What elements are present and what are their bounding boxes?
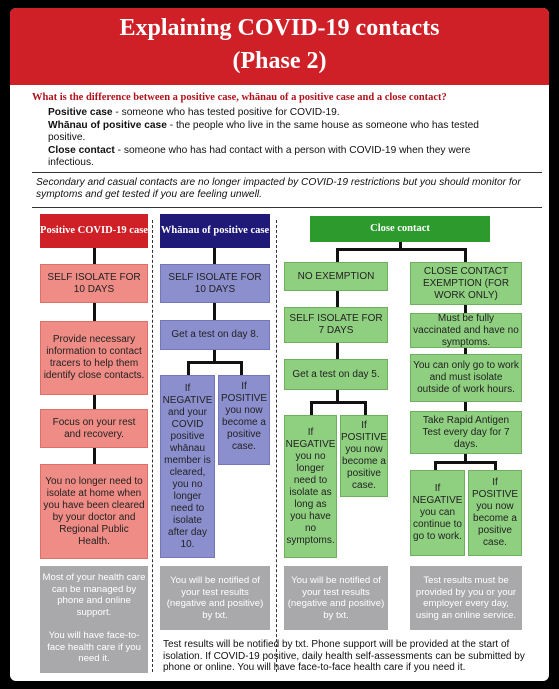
- close-negative-box: If NEGATIVE you no longer need to isolate as long as you have no symptoms.: [284, 415, 337, 558]
- work-only-box: You can only go to work and must isolate outside of work hours.: [410, 354, 522, 402]
- connector: [464, 402, 467, 411]
- definition-term: Positive case: [48, 107, 113, 118]
- exempt-positive-box: If POSITIVE you now become a positive case.: [468, 470, 522, 556]
- poster: [10, 8, 549, 681]
- exempt-negative-box: If NEGATIVE you can continue to go to work.: [410, 470, 465, 556]
- connector: [336, 343, 339, 359]
- vaccinated-box: Must be fully vaccinated and have no symptoms.: [410, 313, 522, 348]
- column-divider: [152, 220, 153, 672]
- bottom-note: Test results will be notified by txt. Phone support will be provided at the start of isolation. If COVID-19 positive, daily health self-assessments can be submitted by phone or online. You will have face-to-face health care if you need it.: [163, 639, 525, 673]
- connector: [187, 361, 190, 375]
- care-text: You will have face-to-face health care if you need it.: [47, 630, 141, 664]
- whanau-header: Whānau of positive case: [160, 214, 270, 248]
- question: What is the difference between a positive case, whānau of a positive case and a close contact?: [32, 92, 447, 103]
- whanau-results-box: You will be notified of your test results (negative and positive) by txt.: [160, 566, 270, 630]
- close-positive-box: If POSITIVE you now become a positive case.: [340, 415, 388, 497]
- contacts-note: Secondary and casual contacts are no longer impacted by COVID-19 restrictions but you should monitor for symptoms and get tested if you are feeling unwell.: [36, 177, 521, 200]
- divider: [32, 172, 542, 173]
- connector: [213, 303, 216, 320]
- connector: [310, 401, 366, 404]
- connector: [93, 248, 96, 264]
- exemption-box: CLOSE CONTACT EXEMPTION (FOR WORK ONLY): [410, 262, 522, 305]
- title-line-2: (Phase 2): [232, 48, 327, 74]
- close-isolate-box: SELF ISOLATE FOR 7 DAYS: [284, 307, 388, 343]
- connector: [240, 361, 243, 375]
- connector: [93, 395, 96, 409]
- connector: [434, 461, 496, 464]
- definition-close: [48, 145, 518, 169]
- connector: [336, 248, 466, 251]
- positive-case-header: Positive COVID-19 case: [40, 214, 148, 248]
- rapid-antigen-box: Take Rapid Antigen Test every day for 7 days.: [410, 411, 522, 454]
- exempt-results-box: Test results must be provided by you or your employer every day, using an online service.: [410, 566, 522, 630]
- title-banner: [10, 8, 549, 85]
- positive-care-box: [40, 566, 148, 673]
- connector: [93, 303, 96, 321]
- close-test-box: Get a test on day 5.: [284, 359, 388, 390]
- column-divider: [276, 220, 277, 672]
- definition-text: - someone who has had contact with a person with COVID-19 when they were infectious.: [48, 145, 471, 168]
- whanau-positive-box: If POSITIVE you now become a positive case.: [218, 375, 270, 465]
- connector: [93, 448, 96, 464]
- whanau-test-box: Get a test on day 8.: [160, 320, 270, 350]
- definition-term: Close contact: [48, 145, 115, 156]
- connector: [364, 401, 367, 415]
- divider: [32, 207, 542, 208]
- positive-cleared-box: You no longer need to isolate at home when you have been cleared by your doctor and Regional Public Health.: [40, 464, 148, 559]
- connector: [336, 248, 339, 262]
- positive-focus-box: Focus on your rest and recovery.: [40, 409, 148, 448]
- connector: [464, 248, 467, 262]
- close-contact-header: Close contact: [310, 216, 490, 242]
- definition-term: Whānau of positive case: [48, 120, 167, 131]
- connector: [310, 401, 313, 415]
- title-line-1: Explaining COVID-19 contacts: [119, 15, 440, 41]
- positive-isolate-box: SELF ISOLATE FOR 10 DAYS: [40, 264, 148, 303]
- no-exemption-box: NO EXEMPTION: [284, 262, 388, 291]
- connector: [187, 361, 242, 364]
- connector: [434, 461, 437, 470]
- definition-text: - someone who has tested positive for COVID-19.: [112, 107, 340, 118]
- close-results-box: You will be notified of your test results (negative and positive) by txt.: [284, 566, 388, 630]
- whanau-negative-box: If NEGATIVE and your COVID positive whānau member is cleared, you no longer need to isolate after day 10.: [160, 375, 215, 558]
- connector: [213, 248, 216, 264]
- whanau-isolate-box: SELF ISOLATE FOR 10 DAYS: [160, 264, 270, 303]
- connector: [494, 461, 497, 470]
- definition-text: - the people who live in the same house as someone who has tested positive.: [48, 120, 479, 143]
- definition-whanau: [48, 120, 518, 144]
- definition-positive: [48, 107, 518, 119]
- positive-provide-info-box: Provide necessary information to contact tracers to help them identify close contacts.: [40, 321, 148, 395]
- care-text: Most of your health care can be managed by phone and online support.: [42, 572, 146, 618]
- connector: [336, 291, 339, 307]
